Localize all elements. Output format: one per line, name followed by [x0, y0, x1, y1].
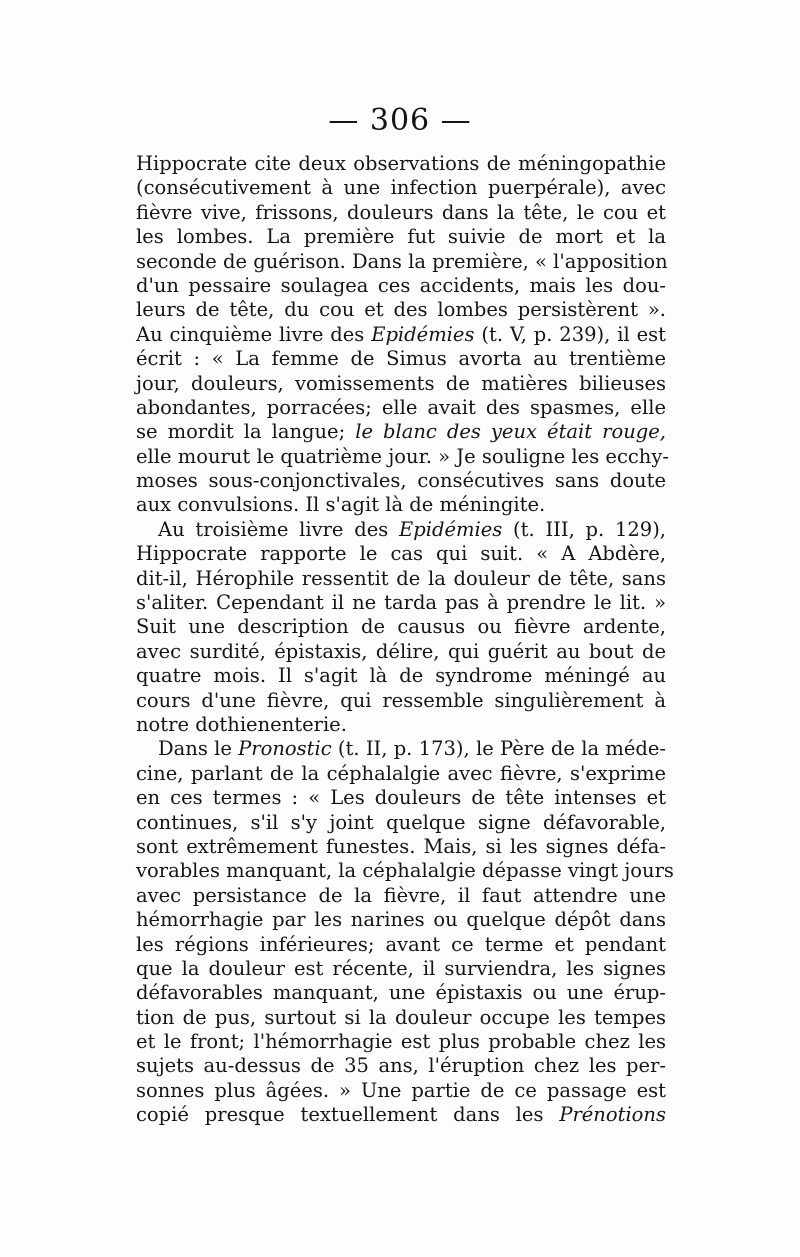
text-line [136, 1006, 666, 1030]
text-line [136, 689, 666, 713]
text-segment: et le front; l'hémorrhagie est plus probable chez les [136, 1030, 666, 1054]
text-segment: (t. III, p. 129), [502, 517, 667, 541]
text-line [136, 176, 666, 200]
text-line [136, 469, 666, 493]
text-segment: quatre mois. Il s'agit là de syndrome méningé au [136, 664, 666, 688]
text-line [136, 786, 666, 810]
text-line [136, 981, 666, 1005]
text-line [136, 152, 666, 176]
text-line [136, 274, 666, 298]
page-number: — 306 — [328, 103, 472, 138]
text-line [136, 225, 666, 249]
text-line [136, 372, 666, 396]
text-line [136, 1103, 666, 1127]
text-line [136, 420, 666, 444]
text-segment: cine, parlant de la céphalalgie avec fièvre, s'exprime [136, 761, 666, 785]
text-segment: (t. V, p. 239), il est [474, 322, 666, 346]
text-segment: cours d'une fièvre, qui ressemble singulièrement à [136, 688, 666, 712]
text-segment: leurs de tête, du cou et des lombes persistèrent ». [136, 298, 666, 322]
text-line [136, 835, 666, 859]
text-line [136, 933, 666, 957]
text-segment: Suit une description de causus ou fièvre ardente, [136, 615, 666, 639]
text-segment: (t. II, p. 173), le Père de la méde- [331, 737, 666, 761]
text-segment: écrit : « La femme de Simus avorta au trentième [136, 347, 666, 371]
text-line [136, 1030, 666, 1054]
text-segment: défavorables manquant, une épistaxis ou une érup- [136, 981, 666, 1005]
text-segment: fièvre vive, frissons, douleurs dans la tête, le cou et [136, 200, 666, 224]
text-segment: Au cinquième livre des [136, 322, 372, 346]
text-line [136, 567, 666, 591]
text-line [136, 713, 666, 737]
text-segment: Hippocrate rapporte le cas qui suit. « A Abdère, [136, 542, 666, 566]
italic-text: Epidémies [399, 517, 503, 541]
text-line [136, 298, 666, 322]
text-segment: moses sous-conjonctivales, consécutives sans doute [136, 469, 666, 493]
text-line [136, 737, 666, 761]
text-line [136, 884, 666, 908]
text-segment: abondantes, porracées; elle avait des spasmes, elle [136, 395, 666, 419]
text-segment: avec persistance de la fièvre, il faut attendre une [136, 883, 666, 907]
text-line [136, 908, 666, 932]
body-text [136, 152, 674, 1128]
text-line [136, 664, 666, 688]
text-line [136, 396, 666, 420]
text-segment: sont extrêmement funestes. Mais, si les signes défa- [136, 834, 666, 858]
text-segment: copié presque textuellement dans les [136, 1103, 560, 1127]
text-line [136, 957, 666, 981]
text-segment: les régions inférieures; avant ce terme et pendant [136, 932, 666, 956]
text-line [136, 518, 666, 542]
text-segment: avec surdité, épistaxis, délire, qui guérit au bout de [136, 639, 666, 663]
text-segment: en ces termes : « Les douleurs de tête intenses et [136, 786, 666, 810]
text-segment: se mordit la langue; [136, 420, 356, 444]
text-segment: seconde de guérison. Dans la première, « l'apposition [136, 249, 668, 273]
text-segment: elle mourut le quatrième jour. » Je souligne les ecchy- [136, 444, 669, 468]
text-line [136, 323, 666, 347]
text-segment: vorables manquant, la céphalalgie dépasse vingt jours [136, 859, 674, 883]
text-segment: jour, douleurs, vomissements de matières bilieuses [136, 371, 666, 395]
text-line [136, 250, 666, 274]
text-line [136, 859, 674, 883]
text-segment: sonnes plus âgées. » Une partie de ce passage est [136, 1078, 666, 1102]
text-segment: Dans le [158, 737, 239, 761]
text-segment: (consécutivement à une infection puerpérale), avec [136, 176, 666, 200]
text-segment: aux convulsions. Il s'agit là de méningite. [136, 493, 546, 517]
text-line [136, 591, 666, 615]
text-line [136, 444, 669, 469]
text-line [136, 201, 666, 225]
text-segment: s'aliter. Cependant il ne tarda pas à prendre le lit. » [136, 591, 666, 615]
italic-text: Prénotions [559, 1103, 666, 1127]
text-line [136, 542, 666, 566]
text-line [136, 762, 666, 786]
text-segment: sujets au-dessus de 35 ans, l'éruption chez les per- [136, 1054, 666, 1078]
text-line [136, 347, 666, 371]
text-line [136, 640, 666, 664]
text-segment: continues, s'il s'y joint quelque signe défavorable, [136, 810, 666, 834]
text-segment: tion de pus, surtout si la douleur occupe les tempes [136, 1005, 666, 1029]
text-segment: notre dothienenterie. [136, 712, 347, 736]
text-segment: hémorrhagie par les narines ou quelque dépôt dans [136, 908, 666, 932]
text-line [136, 811, 666, 835]
text-line [136, 493, 666, 517]
text-segment: d'un pessaire soulagea ces accidents, mais les dou- [136, 273, 666, 297]
text-segment: Hippocrate cite deux observations de méningopathie [136, 152, 666, 175]
text-segment: dit-il, Hérophile ressentit de la douleur de tête, sans [136, 566, 666, 590]
italic-text: Pronostic [238, 737, 332, 761]
italic-text: Epidémies [371, 322, 475, 346]
text-segment: les lombes. La première fut suivie de mort et la [136, 225, 666, 249]
text-line [136, 1079, 666, 1103]
text-line [136, 1054, 666, 1078]
italic-text: le blanc des yeux était rouge, [355, 420, 666, 444]
text-segment: Au troisième livre des [158, 517, 400, 541]
text-segment: que la douleur est récente, il surviendra, les signes [136, 956, 666, 980]
text-line [136, 615, 666, 639]
